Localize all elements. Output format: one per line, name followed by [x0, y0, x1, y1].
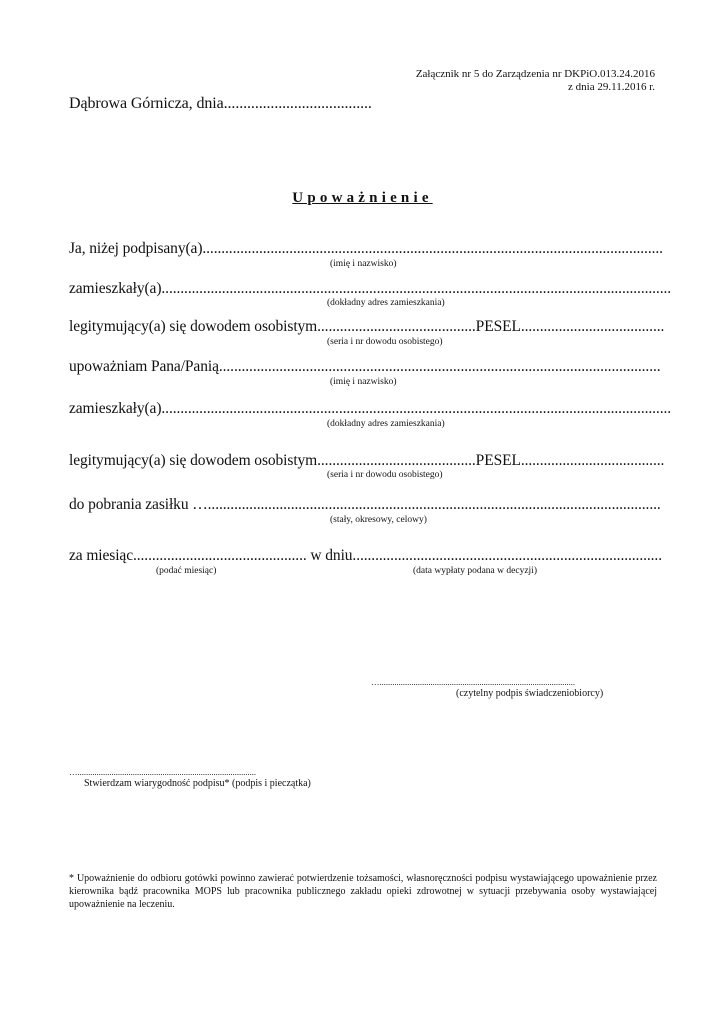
signer-address-line: zamieszkały(a).......................................................................................................................................	[69, 280, 672, 297]
authorized-person-caption: (imię i nazwisko)	[330, 377, 397, 387]
authorized-id-line: legitymujący(a) się dowodem osobistym..........................................PESEL......................................	[69, 452, 665, 469]
footnote: * Upoważnienie do odbioru gotówki powinno zawierać potwierdzenie tożsamości, własnoręczności podpisu wystawiającego upoważnienie przez kierownika bądź pracownika MOPS lub pracownika publicznego zakładu opieki zdrowotnej w sytuacji przebywania osoby wystawiającej upoważnienie na leczeniu.	[69, 873, 657, 910]
attachment-reference-line1: Załącznik nr 5 do Zarządzenia nr DKPiO.013.24.2016	[415, 68, 655, 80]
signer-address-caption: (dokładny adres zamieszkania)	[327, 298, 445, 308]
verification-caption: Stwierdzam wiarygodność podpisu* (podpis i pieczątka)	[84, 778, 311, 789]
signer-id-caption: (seria i nr dowodu osobistego)	[327, 337, 443, 347]
benefit-type-caption: (stały, okresowy, celowy)	[330, 515, 427, 525]
attachment-reference	[416, 68, 655, 94]
authorized-address-line: zamieszkały(a).......................................................................................................................................	[69, 400, 672, 417]
attachment-reference-line2: z dnia 29.11.2016 r.	[568, 81, 655, 93]
recipient-signature-caption: (czytelny podpis świadczeniobiorcy)	[456, 688, 604, 699]
place-date-line: Dąbrowa Górnicza, dnia......................................	[69, 95, 372, 112]
authorized-id-caption: (seria i nr dowodu osobistego)	[327, 470, 443, 480]
month-date-line: za miesiąc.............................................. w dniu..................................................................................	[69, 547, 662, 564]
verification-dots: …....................................................................................	[69, 767, 256, 777]
signer-name-caption: (imię i nazwisko)	[330, 259, 397, 269]
document-title: Upoważnienie	[292, 190, 433, 206]
recipient-signature-dots: …............................................................................................	[371, 677, 575, 687]
signer-name-line: Ja, niżej podpisany(a)..........................................................................................................................	[69, 240, 663, 257]
signer-id-line: legitymujący(a) się dowodem osobistym..........................................PESEL......................................	[69, 318, 665, 335]
authorized-person-line: upoważniam Pana/Panią.....................................................................................................................	[69, 358, 661, 375]
month-caption: (podać miesiąc)	[156, 566, 217, 576]
payment-date-caption: (data wypłaty podana w decyzji)	[413, 566, 537, 576]
benefit-type-line: do pobrania zasiłku …........................................................................................................................	[69, 496, 661, 513]
authorized-address-caption: (dokładny adres zamieszkania)	[327, 419, 445, 429]
